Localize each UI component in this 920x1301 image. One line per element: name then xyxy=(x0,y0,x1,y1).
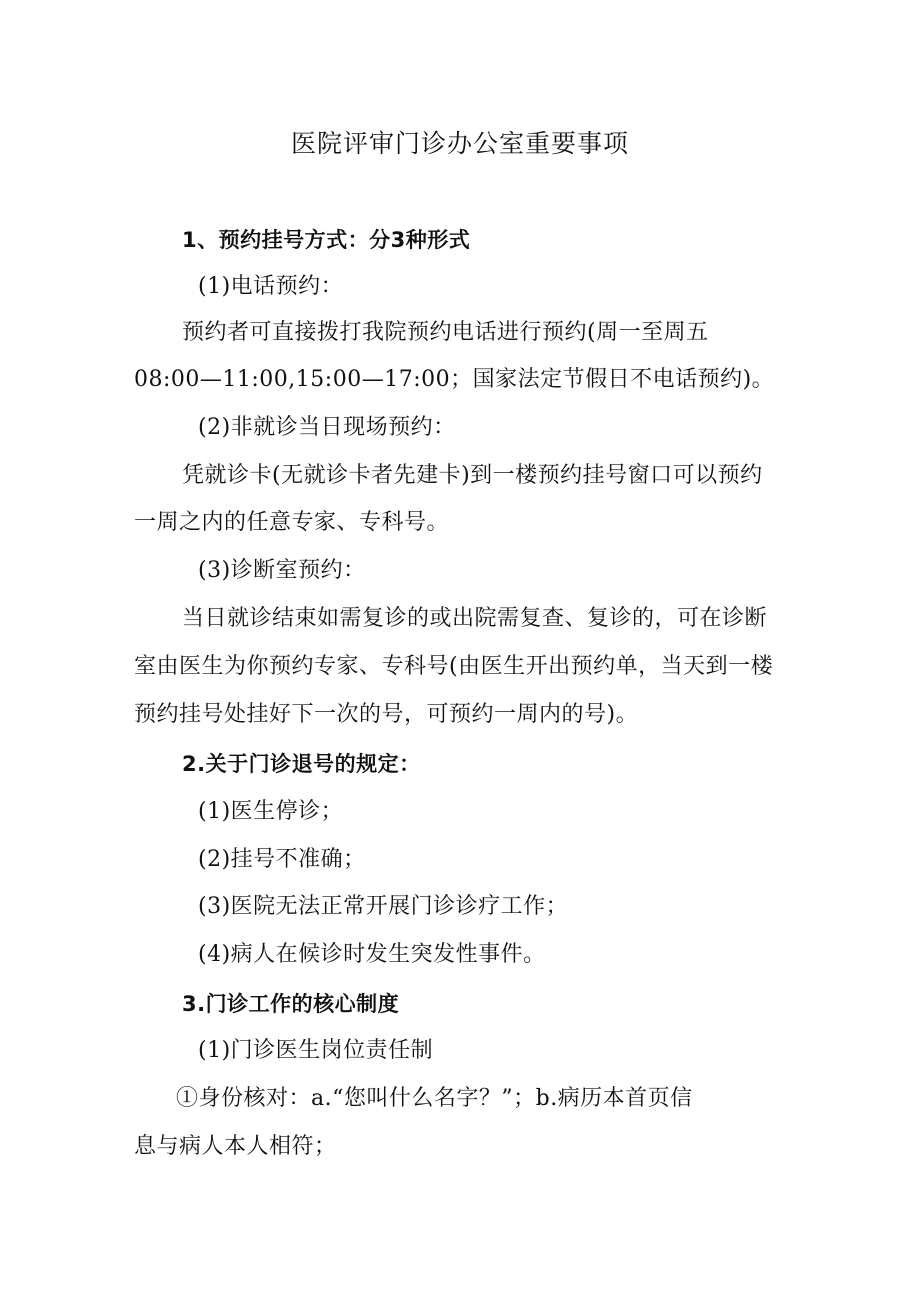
section-heading-2: 2.关于门诊退号的规定： xyxy=(182,752,421,776)
list-item: (2)挂号不准确； xyxy=(198,847,366,872)
section-heading-1: 1、预约挂号方式：分3种形式 xyxy=(182,228,471,252)
paragraph-line: 凭就诊卡(无就诊卡者先建卡)到一楼预约挂号窗口可以预约 xyxy=(182,463,763,488)
list-item: (4)病人在候诊时发生突发性事件。 xyxy=(198,942,546,967)
paragraph-line: 一周之内的任意专家、专科号。 xyxy=(134,510,450,535)
paragraph-line: 当日就诊结束如需复诊的或出院需复查、复诊的，可在诊断 xyxy=(182,606,768,631)
paragraph-line: 预约挂号处挂好下一次的号，可预约一周内的号)。 xyxy=(134,702,639,727)
paragraph-line: ①身份核对：a.“您叫什么名字？”；b.病历本首页信 xyxy=(176,1086,693,1111)
item-label-phone-booking: (1)电话预约： xyxy=(198,274,344,299)
paragraph-line: 室由医生为你预约专家、专科号(由医生开出预约单，当天到一楼 xyxy=(134,654,774,679)
list-item: (1)医生停诊； xyxy=(198,799,344,824)
section-heading-3: 3.门诊工作的核心制度 xyxy=(182,992,400,1016)
list-item: (1)门诊医生岗位责任制 xyxy=(198,1038,434,1063)
item-label-onsite-booking: (2)非就诊当日现场预约： xyxy=(198,415,456,440)
document-title: 医院评审门诊办公室重要事项 xyxy=(290,129,629,158)
item-label-clinic-booking: (3)诊断室预约： xyxy=(198,558,366,583)
paragraph-line: 息与病人本人相符； xyxy=(134,1134,337,1159)
list-item: (3)医院无法正常开展门诊诊疗工作； xyxy=(198,894,569,919)
paragraph-line: 预约者可直接拨打我院预约电话进行预约(周一至周五 xyxy=(182,320,709,345)
paragraph-line: 08:00—11:00,15:00—17:00；国家法定节假日不电话预约)。 xyxy=(134,367,775,392)
